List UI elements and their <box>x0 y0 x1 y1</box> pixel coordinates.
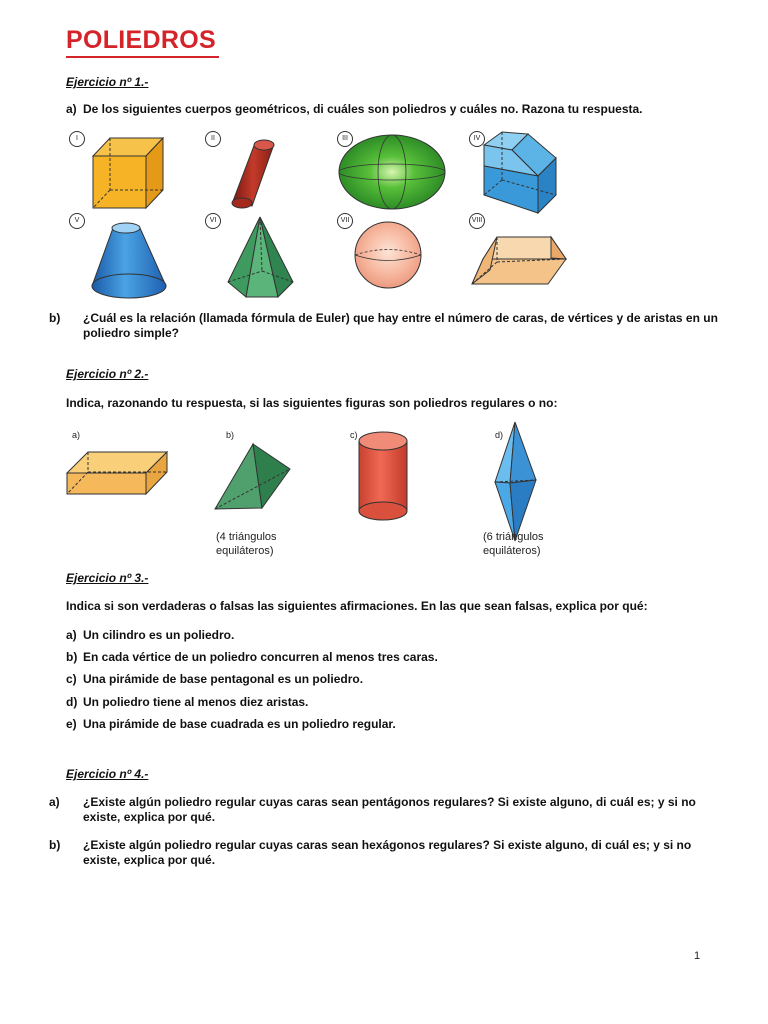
figure-label-vii: VII <box>337 213 353 229</box>
item-text: ¿Existe algún poliedro regular cuyas caras sean hexágonos regulares? Si existe alguno, di cuál es; y si no existe, explica por qué. <box>83 838 692 867</box>
exercise-1-heading: Ejercicio nº 1.- <box>66 75 149 89</box>
figure-label-ii: II <box>205 131 221 147</box>
item-text: ¿Existe algún poliedro regular cuyas caras sean pentágonos regulares? Si existe alguno, di cuál es; y si no existe, explica por qué. <box>83 795 696 824</box>
question-label: a) <box>66 102 77 116</box>
item-text: Un cilindro es un poliedro. <box>83 628 235 642</box>
figure-label-v: V <box>69 213 85 229</box>
item-text: En cada vértice de un poliedro concurren al menos tres caras. <box>83 650 438 664</box>
item-label: b) <box>66 650 78 664</box>
item-label: b) <box>49 838 61 852</box>
question-label: b) <box>49 311 61 325</box>
item-label: a) <box>66 628 77 642</box>
item-label: c) <box>66 672 77 686</box>
figure-label-i: I <box>69 131 85 147</box>
item-label: a) <box>49 795 60 809</box>
exercise-2-heading: Ejercicio nº 2.- <box>66 367 149 381</box>
item-label: d) <box>66 695 78 709</box>
item-label: e) <box>66 717 77 731</box>
exercise-3-item-a <box>66 628 234 643</box>
page-title: POLIEDROS <box>66 26 216 54</box>
exercise-3-item-e <box>66 717 396 732</box>
figure-2b-note: (4 triángulos equiláteros) <box>216 531 277 557</box>
figure-2b-label: b) <box>226 430 235 440</box>
page-number: 1 <box>694 950 701 962</box>
exercise-3-heading: Ejercicio nº 3.- <box>66 571 149 585</box>
figure-2c-label: c) <box>350 430 358 440</box>
figure-2d-label: d) <box>495 430 504 440</box>
figure-label-vi: VI <box>205 213 221 229</box>
figure-2a-label: a) <box>72 430 81 440</box>
exercise-3-text: Indica si son verdaderas o falsas las siguientes afirmaciones. En las que sean falsas, explica por qué: <box>66 599 648 613</box>
figure-2d-note: (6 triángulos equiláteros) <box>483 531 544 557</box>
figure-label-viii: VIII <box>469 213 485 229</box>
exercise-4-item-b <box>49 838 723 868</box>
item-text: Una pirámide de base cuadrada es un poliedro regular. <box>83 717 396 731</box>
figure-label-iv: IV <box>469 131 485 147</box>
item-text: Una pirámide de base pentagonal es un poliedro. <box>83 672 364 686</box>
figure-label-iii: III <box>337 131 353 147</box>
exercise-3-item-b <box>66 650 438 665</box>
exercise-4-heading: Ejercicio nº 4.- <box>66 767 149 781</box>
question-text: De los siguientes cuerpos geométricos, di cuáles son poliedros y cuáles no. Razona tu respuesta. <box>83 102 643 116</box>
exercise-3-item-d <box>66 695 308 710</box>
exercise-2-text: Indica, razonando tu respuesta, si las siguientes figuras son poliedros regulares o no: <box>66 396 558 410</box>
item-text: Un poliedro tiene al menos diez aristas. <box>83 695 309 709</box>
question-text: ¿Cuál es la relación (llamada fórmula de Euler) que hay entre el número de caras, de vértices y de aristas en un poliedro simple? <box>83 311 718 340</box>
exercise-4-item-a <box>49 795 723 825</box>
exercise-3-item-c <box>66 672 363 687</box>
